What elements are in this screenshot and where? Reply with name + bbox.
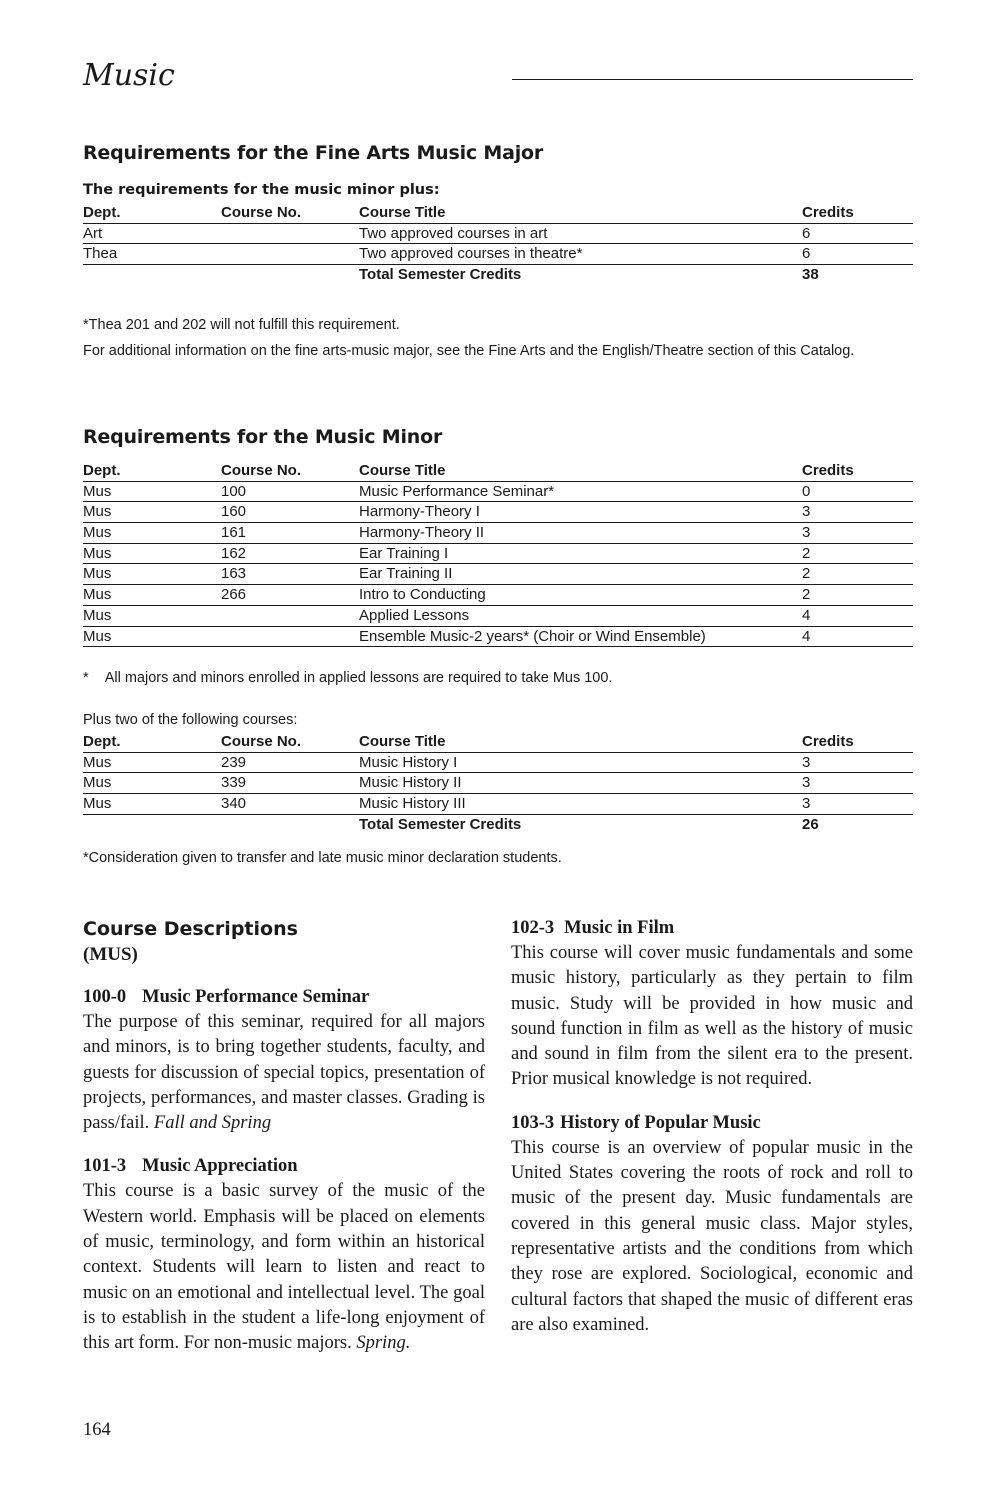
table-row <box>83 224 913 245</box>
plus-label: Plus two of the following courses: <box>83 712 298 728</box>
col-course-no: Course No. <box>221 462 302 479</box>
cell-credits: 2 <box>802 565 811 583</box>
cell-course-title: Music Performance Seminar* <box>359 482 555 500</box>
col-course-no: Course No. <box>221 733 302 750</box>
col-course-title: Course Title <box>359 733 446 750</box>
course-description: This course is an overview of popular music in the United States covering the roots of rock and roll to music of the present day. Music fundamentals are covered in this general music class. Major styles, representative artists and the conditions from which they rose are explored. Sociological, economic and cultural factors that shaped the music of different eras are also examined. <box>511 1137 913 1335</box>
total-label: Total Semester Credits <box>359 266 522 284</box>
title-rule <box>512 79 913 80</box>
cell-dept: Mus <box>83 544 112 562</box>
course-term: Spring. <box>356 1333 411 1354</box>
col-course-title: Course Title <box>359 204 446 221</box>
cell-dept: Thea <box>83 245 118 263</box>
cell-course-no: 160 <box>221 503 247 521</box>
course-description-text: This course is a basic survey of the music of the Western world. Emphasis will be placed on elements of music, terminology, and form within an historical context. Students will learn to listen and react to music on an emotional and intellectual level. The goal is to establish in the student a life-long enjoyment of this art form. For non-music majors. <box>83 1181 485 1354</box>
cell-course-no: 161 <box>221 524 247 542</box>
cell-credits: 3 <box>802 795 811 813</box>
course-description <box>83 1010 485 1136</box>
cell-course-no: 339 <box>221 774 247 792</box>
cell-dept: Art <box>83 224 103 242</box>
cell-course-no: 340 <box>221 795 247 813</box>
cell-credits: 3 <box>802 774 811 792</box>
cell-credits: 3 <box>802 524 811 542</box>
total-value: 38 <box>802 266 819 284</box>
course-description-text: The purpose of this seminar, required for all majors and minors, is to bring together students, faculty, and guests for discussion of special topics, presentation of projects, performances, and master classes. Grading is pass/fail. <box>83 1012 485 1134</box>
course-number: 102-3 <box>511 918 555 938</box>
cell-dept: Mus <box>83 503 112 521</box>
major-footnote: *Thea 201 and 202 will not fulfill this requirement. <box>83 317 400 333</box>
course-descriptions-subheading: (MUS) <box>83 944 138 965</box>
cell-dept: Mus <box>83 586 112 604</box>
cell-course-no: 239 <box>221 753 247 771</box>
total-value: 26 <box>802 815 819 833</box>
cell-dept: Mus <box>83 795 112 813</box>
consideration-note: *Consideration given to transfer and late music minor declaration students. <box>83 850 562 866</box>
course-term: Fall and Spring <box>153 1113 272 1134</box>
table-row <box>83 564 913 585</box>
footnote-marker: * <box>83 670 89 686</box>
cell-dept: Mus <box>83 774 112 792</box>
footnote-text: All majors and minors enrolled in applied lessons are required to take Mus 100. <box>104 670 613 686</box>
cell-dept: Mus <box>83 753 112 771</box>
cell-dept: Mus <box>83 565 112 583</box>
cell-course-title: Harmony-Theory I <box>359 503 480 521</box>
table-header <box>83 732 913 753</box>
course-number: 101-3 <box>83 1156 127 1177</box>
course-title: Music Performance Seminar <box>142 987 370 1007</box>
course-entry <box>511 916 913 1093</box>
course-description <box>83 1179 485 1356</box>
cell-course-title: Harmony-Theory II <box>359 524 485 542</box>
table-row <box>83 502 913 523</box>
cell-credits: 6 <box>802 245 811 263</box>
cell-credits: 3 <box>802 503 811 521</box>
table-row <box>83 585 913 606</box>
cell-course-title: Two approved courses in art <box>359 224 548 242</box>
col-course-title: Course Title <box>359 462 446 479</box>
course-title: History of Popular Music <box>560 1112 761 1133</box>
cell-course-title: Ear Training II <box>359 565 453 583</box>
cell-course-title: Music History I <box>359 753 458 771</box>
cell-credits: 6 <box>802 224 811 242</box>
elective-table <box>83 732 913 835</box>
course-title: Music in Film <box>564 918 675 938</box>
cell-credits: 2 <box>802 544 811 562</box>
major-requirements-table <box>83 203 913 286</box>
table-row <box>83 627 913 648</box>
cell-credits: 0 <box>802 482 811 500</box>
minor-footnote <box>83 665 612 691</box>
col-credits: Credits <box>802 733 854 750</box>
major-info: For additional information on the fine arts-music major, see the Fine Arts and the English/Theatre section of this Catalog. <box>83 343 855 359</box>
course-heading <box>83 1154 485 1179</box>
table-row <box>83 544 913 565</box>
course-entry <box>83 1154 485 1356</box>
table-row <box>83 794 913 815</box>
course-entry <box>511 1111 913 1338</box>
cell-credits: 2 <box>802 586 811 604</box>
cell-credits: 3 <box>802 753 811 771</box>
table-row <box>83 753 913 774</box>
course-column-right <box>511 916 913 1352</box>
cell-course-title: Two approved courses in theatre* <box>359 245 583 263</box>
course-column-left <box>83 916 485 1371</box>
cell-course-no: 163 <box>221 565 247 583</box>
col-dept: Dept. <box>83 462 121 479</box>
table-row <box>83 244 913 265</box>
total-row <box>83 265 913 286</box>
course-heading <box>511 916 913 941</box>
cell-dept: Mus <box>83 627 112 645</box>
col-dept: Dept. <box>83 733 121 750</box>
course-heading <box>511 1111 913 1136</box>
col-dept: Dept. <box>83 204 121 221</box>
cell-course-no: 162 <box>221 544 247 562</box>
page-number: 164 <box>83 1420 111 1440</box>
page-title: Music <box>83 58 175 93</box>
major-subheading: The requirements for the music minor plus: <box>83 182 440 198</box>
total-row <box>83 815 913 836</box>
table-header <box>83 461 913 482</box>
cell-dept: Mus <box>83 524 112 542</box>
table-row <box>83 523 913 544</box>
col-course-no: Course No. <box>221 204 302 221</box>
table-row <box>83 773 913 794</box>
col-credits: Credits <box>802 204 854 221</box>
table-header <box>83 203 913 224</box>
table-row <box>83 606 913 627</box>
course-description: This course will cover music fundamentals and some music history, particularly as they pertain to film music. Study will be provided in how music and sound function in film as well as the history of music and sound in film from the silent era to the present. Prior musical knowledge is not required. <box>511 943 913 1090</box>
major-heading: Requirements for the Fine Arts Music Major <box>83 142 544 164</box>
course-number: 103-3 <box>511 1112 555 1133</box>
cell-course-title: Music History II <box>359 774 462 792</box>
minor-requirements-table <box>83 461 913 647</box>
course-descriptions-heading: Course Descriptions <box>83 918 298 940</box>
cell-course-title: Intro to Conducting <box>359 586 486 604</box>
cell-course-title: Applied Lessons <box>359 606 470 624</box>
minor-heading: Requirements for the Music Minor <box>83 426 443 448</box>
col-credits: Credits <box>802 462 854 479</box>
cell-course-no: 266 <box>221 586 247 604</box>
cell-credits: 4 <box>802 606 811 624</box>
total-label: Total Semester Credits <box>359 815 522 833</box>
course-title: Music Appreciation <box>142 1156 298 1177</box>
cell-course-no: 100 <box>221 482 247 500</box>
cell-credits: 4 <box>802 627 811 645</box>
table-row <box>83 482 913 503</box>
course-heading <box>83 985 485 1010</box>
cell-course-title: Ear Training I <box>359 544 449 562</box>
course-number: 100-0 <box>83 987 127 1007</box>
cell-dept: Mus <box>83 482 112 500</box>
cell-dept: Mus <box>83 606 112 624</box>
course-entry <box>83 985 485 1136</box>
cell-course-title: Ensemble Music-2 years* (Choir or Wind Ensemble) <box>359 627 706 645</box>
cell-course-title: Music History III <box>359 795 466 813</box>
